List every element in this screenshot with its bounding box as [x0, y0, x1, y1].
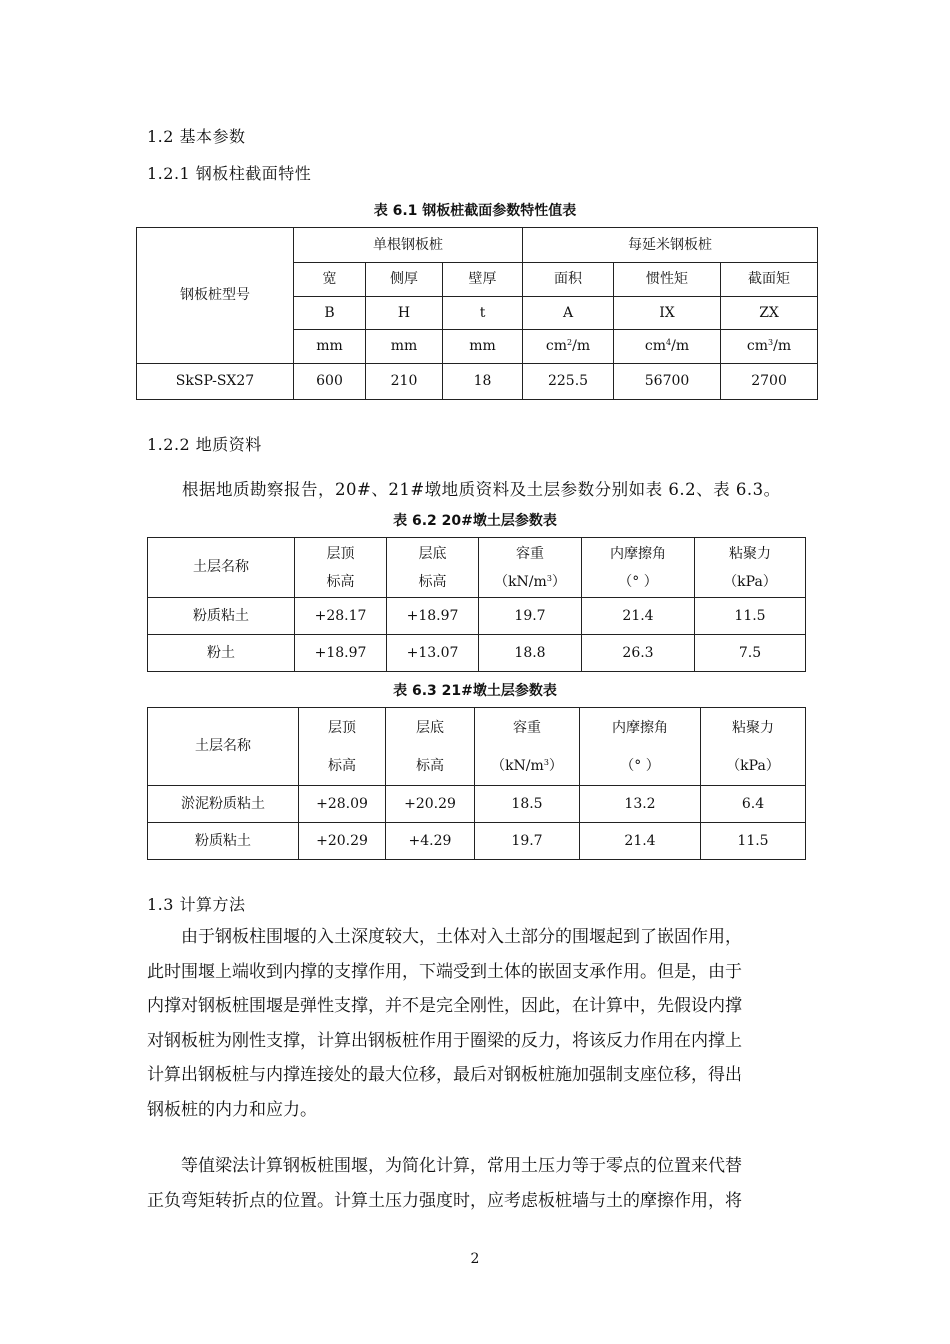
table3-cell: 19.7: [475, 823, 580, 860]
table1-col-name: 截面矩: [721, 263, 818, 297]
table3-cell: +4.29: [386, 823, 475, 860]
table3-cell: 粉质粘土: [148, 823, 299, 860]
table1-unit: $cm^4/m$: [614, 330, 721, 364]
table1-col-symbol: H: [366, 297, 443, 330]
table2-cell: +18.97: [295, 635, 387, 672]
table-row: [148, 823, 806, 860]
paragraph-line: 钢板桩的内力和应力。: [147, 1099, 317, 1120]
paragraph-line: 计算出钢板桩与内撑连接处的最大位移，最后对钢板桩施加强制支座位移，得出: [147, 1065, 742, 1085]
table2: [147, 537, 806, 672]
section-heading-1-3: 1.3 计算方法: [147, 895, 246, 914]
section-heading-1-2: 1.2 基本参数: [147, 127, 246, 146]
section-heading-1-2-1: 1.2.1 钢板柱截面特性: [147, 164, 312, 183]
table3-header-bottom: 层底 标高: [386, 708, 475, 786]
table3-cell: 13.2: [580, 786, 701, 823]
table2-cell: 21.4: [582, 598, 695, 635]
paragraph-line: 内撑对钢板桩围堰是弹性支撑，并不是完全刚性，因此，在计算中，先假设内撑: [147, 996, 742, 1016]
table3-cell: +20.29: [299, 823, 386, 860]
table1-unit: mm: [294, 330, 366, 364]
table1-cell: 18: [443, 364, 523, 400]
table3-cell: +20.29: [386, 786, 475, 823]
table-row: [137, 364, 818, 400]
table1: [136, 227, 818, 400]
table3-cell: 淤泥粉质粘土: [148, 786, 299, 823]
table1-caption: 表 6.1 钢板桩截面参数特性值表: [373, 203, 577, 219]
table2-header-cohesion: 粘聚力 （kPa）: [695, 538, 806, 598]
paragraph-line: 正负弯矩转折点的位置。计算土压力强度时，应考虑板桩墙与土的摩擦作用，将: [147, 1190, 742, 1211]
table1-col-name: 面积: [523, 263, 614, 297]
table2-cell: 26.3: [582, 635, 695, 672]
paragraph-line: 等值梁法计算钢板桩围堰，为简化计算，常用土压力等于零点的位置来代替: [181, 1156, 742, 1176]
paragraph-line: 对钢板桩为刚性支撑，计算出钢板桩作用于圈梁的反力，将该反力作用在内撑上: [147, 1030, 742, 1051]
table2-caption: 表 6.2 20#墩土层参数表: [393, 513, 557, 529]
table3-cell: 6.4: [701, 786, 806, 823]
table1-cell: 600: [294, 364, 366, 400]
table1-col-name: 壁厚: [443, 263, 523, 297]
table3: [147, 707, 806, 860]
table1-cell: 56700: [614, 364, 721, 400]
table3-cell: 11.5: [701, 823, 806, 860]
table3-cell: 18.5: [475, 786, 580, 823]
table-row: [148, 786, 806, 823]
table2-cell: 18.8: [479, 635, 582, 672]
table1-cell: 2700: [721, 364, 818, 400]
method-paragraph-1: [147, 920, 812, 1127]
table3-header-top: 层顶 标高: [299, 708, 386, 786]
table2-cell: 粉质粘土: [148, 598, 295, 635]
geo-intro-paragraph: 根据地质勘察报告，20#、21#墩地质资料及土层参数分别如表 6.2、表 6.3。: [182, 480, 781, 499]
table1-col-symbol: ZX: [721, 297, 818, 330]
section-heading-1-2-2: 1.2.2 地质资料: [147, 435, 262, 454]
paragraph-line: 由于钢板柱围堰的入土深度较大，土体对入土部分的围堰起到了嵌固作用，: [181, 927, 742, 947]
table2-cell: +18.97: [387, 598, 479, 635]
paragraph-line: 此时围堰上端收到内撑的支撑作用，下端受到土体的嵌固支承作用。但是，由于: [147, 961, 742, 982]
table-row: [148, 635, 806, 672]
page-number: 2: [470, 1251, 480, 1267]
table2-cell: 11.5: [695, 598, 806, 635]
table1-col-name: 宽: [294, 263, 366, 297]
table1-col-name: 侧厚: [366, 263, 443, 297]
table3-header-friction: 内摩擦角 （° ）: [580, 708, 701, 786]
table2-cell: 19.7: [479, 598, 582, 635]
table2-header-bottom: 层底 标高: [387, 538, 479, 598]
table3-header-weight: 容重 $(kN/m^3)$: [475, 708, 580, 786]
table2-header-top: 层顶 标高: [295, 538, 387, 598]
table1-unit: $cm^2/m$: [523, 330, 614, 364]
table1-model-header: 钢板桩型号: [137, 228, 294, 364]
table2-header-friction: 内摩擦角 （° ）: [582, 538, 695, 598]
table1-unit: mm: [366, 330, 443, 364]
table2-cell: +13.07: [387, 635, 479, 672]
table3-cell: +28.09: [299, 786, 386, 823]
table1-unit: mm: [443, 330, 523, 364]
method-paragraph-2: [147, 1149, 812, 1218]
table1-col-symbol: t: [443, 297, 523, 330]
table2-cell: 7.5: [695, 635, 806, 672]
table2-cell: 粉土: [148, 635, 295, 672]
table3-header-name: 土层名称: [148, 708, 299, 786]
table1-col-symbol: A: [523, 297, 614, 330]
table3-header-cohesion: 粘聚力 （kPa）: [701, 708, 806, 786]
table2-cell: +28.17: [295, 598, 387, 635]
table2-header-name: 土层名称: [148, 538, 295, 598]
table1-col-symbol: B: [294, 297, 366, 330]
table1-col-name: 惯性矩: [614, 263, 721, 297]
table1-cell: 225.5: [523, 364, 614, 400]
table3-cell: 21.4: [580, 823, 701, 860]
table1-group-single: 单根钢板桩: [294, 228, 523, 263]
table2-header-weight: 容重 $(kN/m^3)$: [479, 538, 582, 598]
table1-col-symbol: IX: [614, 297, 721, 330]
table1-group-per-meter: 每延米钢板桩: [523, 228, 818, 263]
table3-caption: 表 6.3 21#墩土层参数表: [393, 683, 557, 699]
table1-cell: 210: [366, 364, 443, 400]
table-row: [148, 598, 806, 635]
table1-cell: SkSP-SX27: [137, 364, 294, 400]
table1-unit: $cm^3/m$: [721, 330, 818, 364]
